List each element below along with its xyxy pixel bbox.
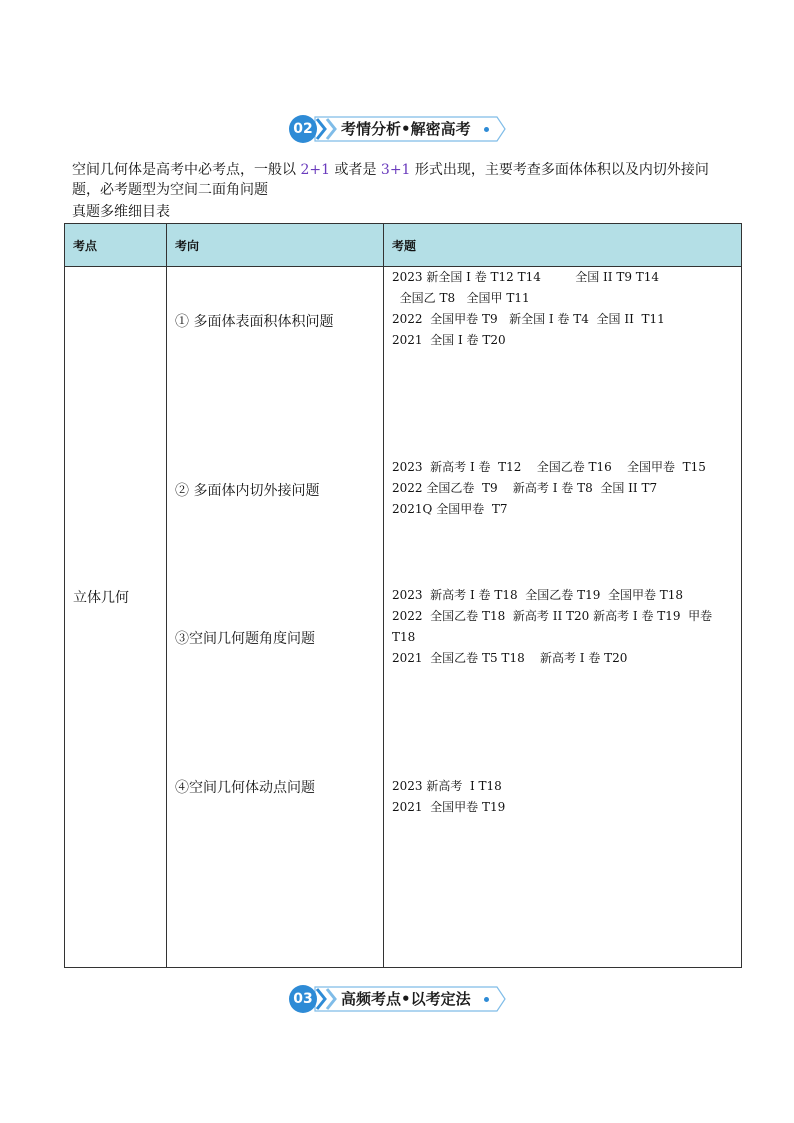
header-direction: 考向: [167, 224, 384, 267]
section-title: 高频考点•以考定法: [341, 990, 471, 1008]
direction-item: ③空间几何题角度问题: [175, 631, 315, 647]
intro-highlight-2: 3+1: [380, 162, 411, 178]
question-line: 2021 全国 I 卷 T20: [392, 333, 506, 347]
section-title: 考情分析•解密高考: [341, 120, 471, 138]
intro-highlight-1: 2+1: [300, 162, 330, 178]
questions-cell: [384, 267, 742, 968]
table-subtitle: 真题多维细目表: [72, 204, 170, 220]
point-label: 立体几何: [73, 590, 129, 606]
intro-text-3: 形式出现，主要考查多面体体积以及内切外接问题，必考题型为空间二面角问题: [72, 162, 709, 198]
question-line: 2021 全国甲卷 T19: [392, 800, 506, 814]
question-line: 2023 新高考 I T18: [392, 779, 502, 793]
direction-item: ④空间几何体动点问题: [175, 780, 315, 796]
question-line: T18: [392, 630, 416, 644]
section-number: 02: [293, 121, 313, 137]
direction-item: ② 多面体内切外接问题: [175, 483, 320, 499]
question-group: [392, 457, 737, 520]
direction-cell: [167, 267, 384, 968]
question-line: 2022 全国乙卷 T9 新高考 I 卷 T8 全国 II T7: [392, 481, 658, 495]
header-point: 考点: [65, 224, 167, 267]
question-line: 2023 新全国 I 卷 T12 T14 全国 II T9 T14: [392, 270, 660, 284]
question-group: [392, 585, 737, 669]
question-line: 2022 全国乙卷 T18 新高考 II T20 新高考 I 卷 T19 甲卷: [392, 609, 713, 623]
intro-paragraph: [72, 160, 732, 200]
question-line: 全国乙 T8 全国甲 T11: [392, 291, 530, 305]
section-header-03: [287, 984, 507, 1014]
table-header-row: [65, 224, 742, 267]
question-line: 2023 新高考 I 卷 T18 全国乙卷 T19 全国甲卷 T18: [392, 588, 684, 602]
intro-text-2: 或者是: [330, 162, 381, 178]
question-line: 2022 全国甲卷 T9 新全国 I 卷 T4 全国 II T11: [392, 312, 665, 326]
question-line: 2023 新高考 I 卷 T12 全国乙卷 T16 全国甲卷 T15: [392, 460, 706, 474]
question-group: [392, 267, 737, 351]
header-questions: 考题: [384, 224, 742, 267]
bullet-dot-icon: [484, 127, 489, 132]
question-group: [392, 776, 737, 818]
exam-table: [64, 223, 742, 968]
question-line: 2021 全国乙卷 T5 T18 新高考 I 卷 T20: [392, 651, 628, 665]
section-number: 03: [293, 991, 313, 1007]
question-line: 2021Q 全国甲卷 T7: [392, 502, 508, 516]
table-row: [65, 267, 742, 968]
intro-text-1: 空间几何体是高考中必考点，一般以: [72, 162, 301, 178]
bullet-dot-icon: [484, 997, 489, 1002]
point-cell: [65, 267, 167, 968]
direction-item: ① 多面体表面积体积问题: [175, 314, 334, 330]
section-header-02: [287, 114, 507, 144]
